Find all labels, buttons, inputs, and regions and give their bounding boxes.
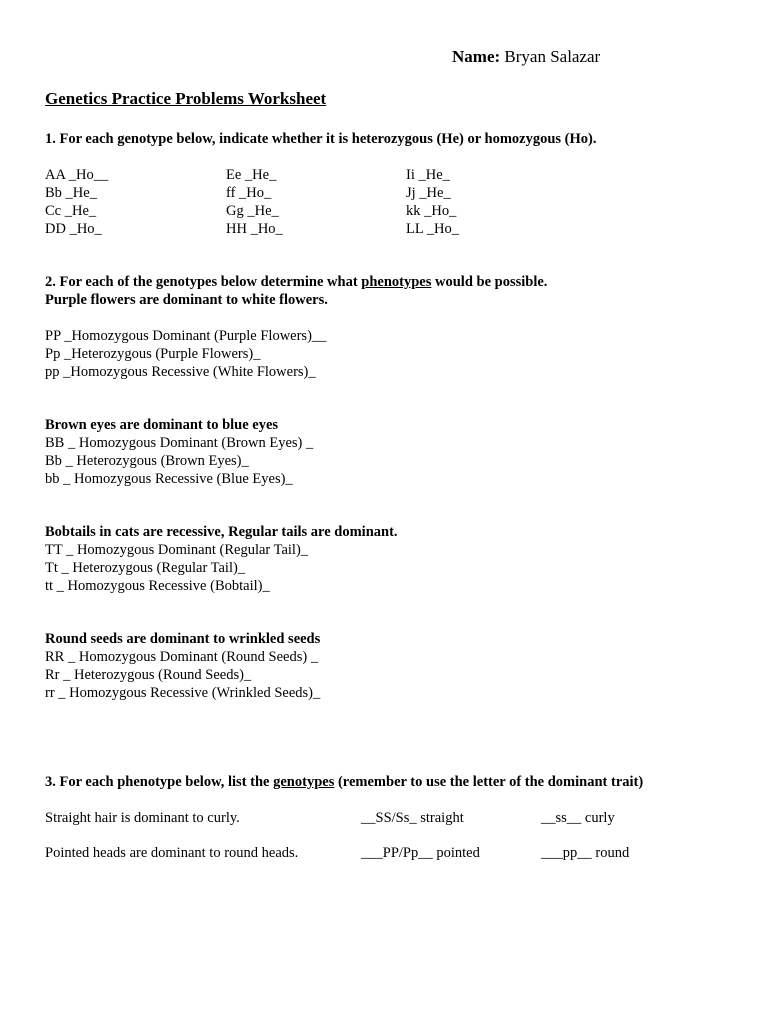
worksheet-title: Genetics Practice Problems Worksheet: [45, 89, 327, 108]
q3-trait: Straight hair is dominant to curly.: [45, 810, 240, 826]
student-name: [452, 47, 600, 67]
q2-answer: TT _ Homozygous Dominant (Regular Tail)_: [45, 542, 309, 558]
q3-recessive-answer: __ss__ curly: [541, 810, 615, 826]
q1-answer: Ee _He_: [226, 167, 277, 183]
q3-prompt-pre: 3. For each phenotype below, list the: [45, 774, 274, 790]
q2-answer: bb _ Homozygous Recessive (Blue Eyes)_: [45, 471, 293, 487]
q1-answer: HH _Ho_: [226, 221, 283, 237]
q1-answer: Gg _He_: [226, 203, 279, 219]
name-value: Bryan Salazar: [500, 47, 601, 66]
q2-flowers-answers: [45, 327, 326, 381]
q3-prompt-keyword: genotypes: [273, 774, 335, 790]
q1-column-2: [226, 166, 283, 238]
q1-answer: Jj _He_: [406, 185, 451, 201]
q1-column-1: [45, 166, 108, 238]
q2-prompt-post: would be possible.: [431, 274, 548, 290]
q3-recessive-answer: ___pp__ round: [541, 845, 630, 861]
q2-answer: tt _ Homozygous Recessive (Bobtail)_: [45, 578, 270, 594]
q1-prompt: 1. For each genotype below, indicate whether it is heterozygous (He) or homozygous (Ho).: [45, 131, 597, 147]
q1-answer: DD _Ho_: [45, 221, 102, 237]
q1-answer: ff _Ho_: [226, 185, 272, 201]
q2-seeds-heading: Round seeds are dominant to wrinkled seeds: [45, 631, 321, 647]
q3-dominant-answer: ___PP/Pp__ pointed: [361, 845, 480, 861]
q1-answer: AA _Ho__: [45, 167, 109, 183]
q1-answer: LL _Ho_: [406, 221, 460, 237]
q2-answer: Tt _ Heterozygous (Regular Tail)_: [45, 560, 246, 576]
q2-answer: Rr _ Heterozygous (Round Seeds)_: [45, 667, 252, 683]
q2-answer: Bb _ Heterozygous (Brown Eyes)_: [45, 453, 249, 469]
q3-prompt-post: (remember to use the letter of the dominant trait): [334, 774, 644, 790]
q1-column-3: [406, 166, 459, 238]
q2-answer: pp _Homozygous Recessive (White Flowers)_: [45, 364, 316, 380]
q2-prompt: [45, 273, 547, 291]
q2-prompt-keyword: phenotypes: [361, 274, 432, 290]
q2-seeds-answers: [45, 648, 320, 702]
q2-tails-heading: Bobtails in cats are recessive, Regular tails are dominant.: [45, 524, 398, 540]
q3-prompt: [45, 773, 643, 791]
q1-answer: Bb _He_: [45, 185, 97, 201]
q1-answer: kk _Ho_: [406, 203, 457, 219]
q2-eyes-heading: Brown eyes are dominant to blue eyes: [45, 417, 279, 433]
q2-prompt-pre: 2. For each of the genotypes below determine what: [45, 274, 362, 290]
q2-answer: Pp _Heterozygous (Purple Flowers)_: [45, 346, 261, 362]
q3-dominant-answer: __SS/Ss_ straight: [361, 810, 464, 826]
name-label: Name:: [452, 47, 501, 66]
q2-answer: rr _ Homozygous Recessive (Wrinkled Seeds)_: [45, 685, 321, 701]
q2-tails-answers: [45, 541, 308, 595]
q1-answer: Ii _He_: [406, 167, 450, 183]
q2-flowers-heading: Purple flowers are dominant to white flowers.: [45, 292, 328, 308]
q2-answer: BB _ Homozygous Dominant (Brown Eyes) _: [45, 435, 314, 451]
q2-answer: RR _ Homozygous Dominant (Round Seeds) _: [45, 649, 319, 665]
q2-answer: PP _Homozygous Dominant (Purple Flowers)__: [45, 328, 327, 344]
q2-eyes-answers: [45, 434, 313, 488]
q1-answer: Cc _He_: [45, 203, 97, 219]
q3-trait: Pointed heads are dominant to round heads.: [45, 845, 299, 861]
